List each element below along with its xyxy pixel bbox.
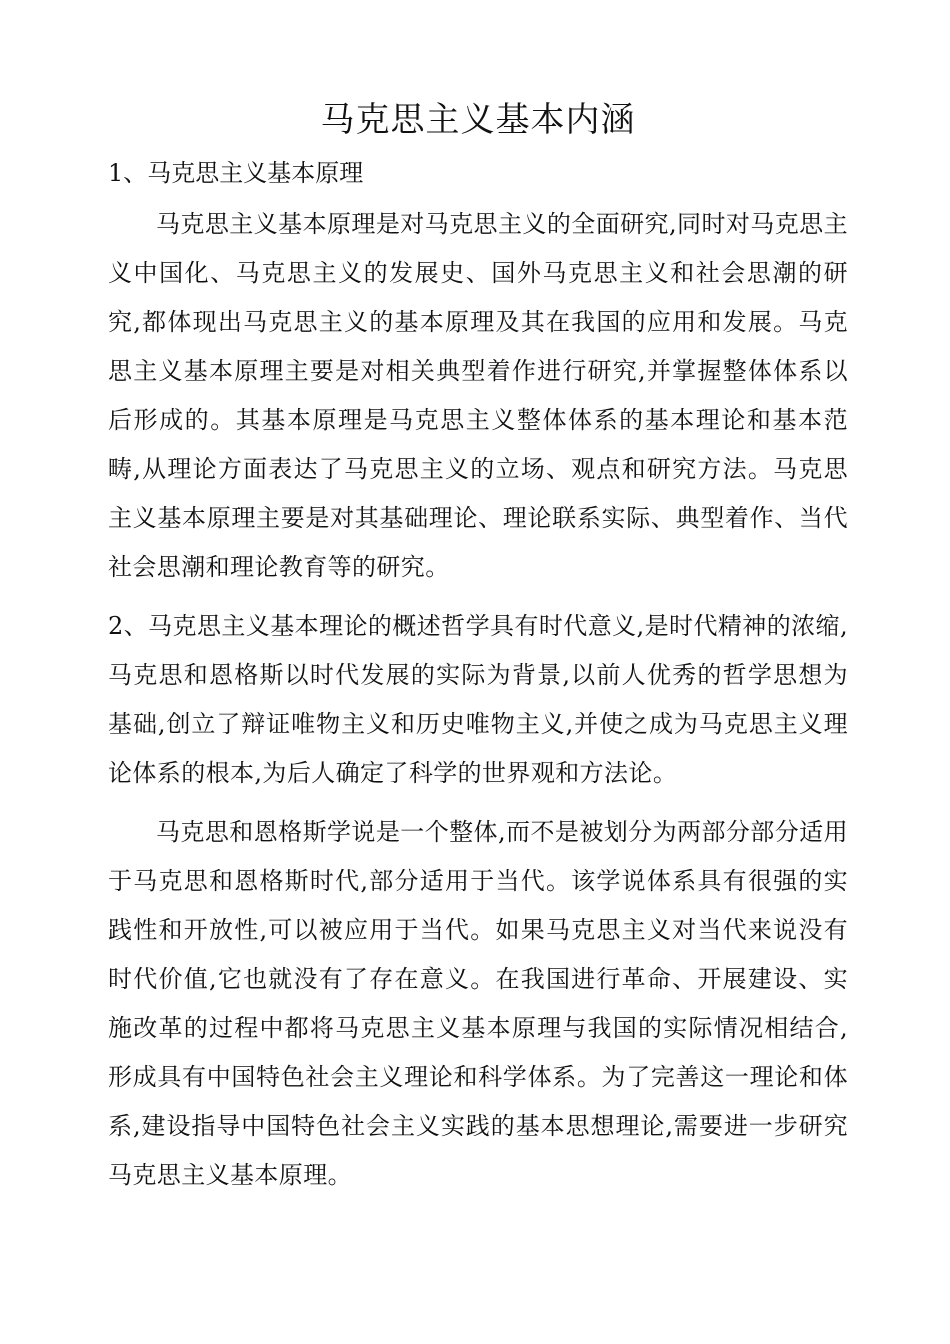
document-content (108, 96, 848, 1210)
paragraph-1: 马克思主义基本原理是对马克思主义的全面研究,同时对马克思主义中国化、马克思主义的发展史、国外马克思主义和社会思潮的研究,都体现出马克思主义的基本原理及其在我国的应用和发展。马克思主义基本原理主要是对相关典型着作进行研究,并掌握整体体系以后形成的。其基本原理是马克思主义整体体系的基本理论和基本范畴,从理论方面表达了马克思主义的立场、观点和研究方法。马克思主义基本原理主要是对其基础理论、理论联系实际、典型着作、当代社会思潮和理论教育等的研究。 (108, 210, 848, 581)
document-title: 马克思主义基本内涵 (320, 100, 636, 140)
paragraph-3: 马克思和恩格斯学说是一个整体,而不是被划分为两部分部分适用于马克思和恩格斯时代,部分适用于当代。该学说体系具有很强的实践性和开放性,可以被应用于当代。如果马克思主义对当代来说没有时代价值,它也就没有了存在意义。在我国进行革命、开展建设、实施改革的过程中都将马克思主义基本原理与我国的实际情况相结合,形成具有中国特色社会主义理论和科学体系。为了完善这一理论和体系,建设指导中国特色社会主义实践的基本思想理论,需要进一步研究马克思主义基本原理。 (108, 818, 848, 1189)
paragraph-2: 2、马克思主义基本理论的概述哲学具有时代意义,是时代精神的浓缩,马克思和恩格斯以时代发展的实际为背景,以前人优秀的哲学思想为基础,创立了辩证唯物主义和历史唯物主义,并使之成为马克思主义理论体系的根本,为后人确定了科学的世界观和方法论。 (108, 612, 848, 787)
section-1-heading: 1、马克思主义基本原理 (108, 159, 364, 187)
